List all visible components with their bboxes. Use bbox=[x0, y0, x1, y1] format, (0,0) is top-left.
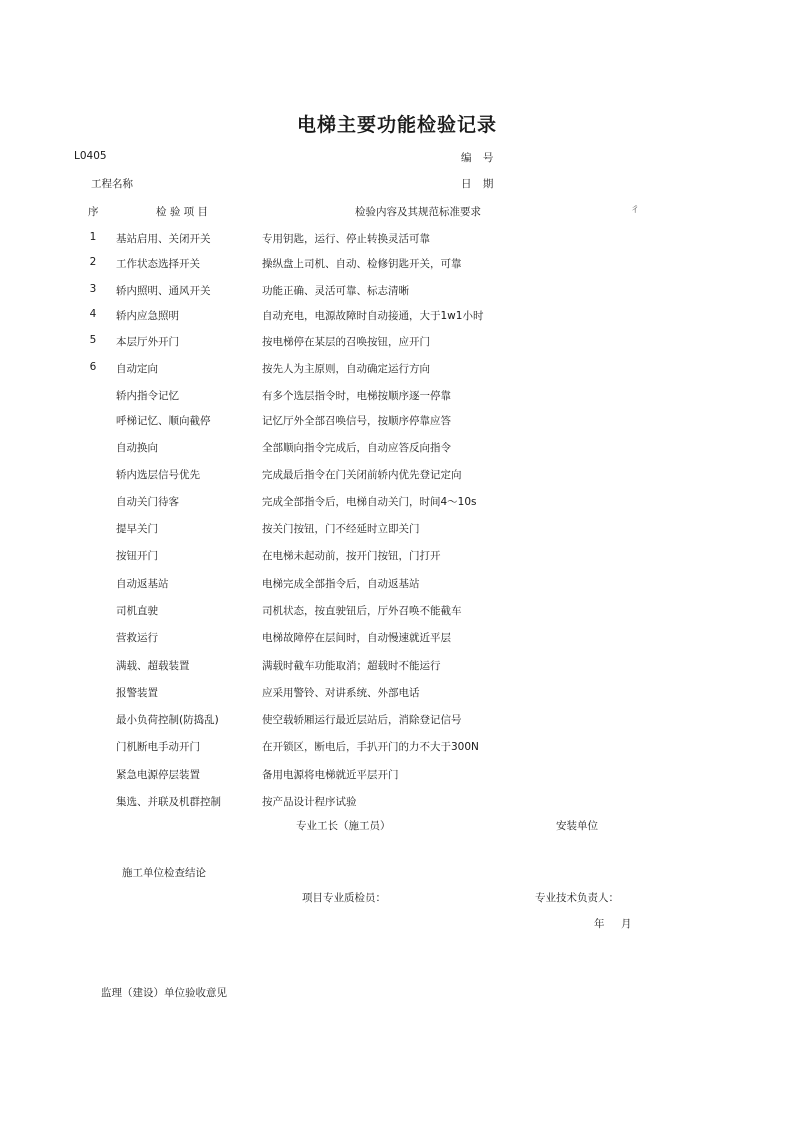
row-requirement: 应采用警铃、对讲系统、外部电话 bbox=[262, 687, 420, 699]
row-item: 基站启用、关闭开关 bbox=[116, 233, 211, 245]
tech-lead-label: 专业技术负责人： bbox=[535, 892, 619, 904]
row-no: 2 bbox=[89, 256, 97, 268]
row-requirement: 功能正确、灵活可靠、标志清晰 bbox=[262, 285, 409, 297]
row-requirement: 电梯故障停在层间时，自动慢速就近平层 bbox=[262, 632, 451, 644]
construction-conclusion-label: 施工单位检查结论 bbox=[122, 867, 206, 879]
row-no: 6 bbox=[89, 361, 97, 373]
row-requirement: 记忆厅外全部召唤信号，按顺序停靠应答 bbox=[262, 415, 451, 427]
year-label: 年 bbox=[594, 918, 605, 930]
row-item: 按钮开门 bbox=[116, 550, 158, 562]
row-item: 营救运行 bbox=[116, 632, 158, 644]
page-title: 电梯主要功能检验记录 bbox=[296, 114, 497, 136]
date-label: 日 期 bbox=[461, 178, 498, 190]
row-requirement: 完成全部指令后，电梯自动关门，时间4～10s bbox=[262, 496, 477, 508]
column-header-no: 序 bbox=[88, 206, 99, 218]
row-requirement: 电梯完成全部指令后，自动返基站 bbox=[262, 578, 420, 590]
row-no: 5 bbox=[89, 334, 97, 346]
row-item: 轿内照明、通风开关 bbox=[116, 285, 211, 297]
row-item: 提早关门 bbox=[116, 523, 158, 535]
row-item: 紧急电源停层装置 bbox=[116, 769, 200, 781]
row-no: 3 bbox=[89, 283, 97, 295]
row-item: 自动定向 bbox=[116, 363, 158, 375]
row-item: 满载、超载装置 bbox=[116, 660, 190, 672]
row-item: 报警装置 bbox=[116, 687, 158, 699]
project-name-label: 工程名称 bbox=[91, 178, 133, 190]
month-label: 月 bbox=[621, 918, 632, 930]
row-requirement: 全部顺向指令完成后，自动应答反向指令 bbox=[262, 442, 451, 454]
row-item: 呼梯记忆、顺向截停 bbox=[116, 415, 211, 427]
install-unit-label: 安装单位 bbox=[556, 820, 598, 832]
column-header-requirement: 检验内容及其规范标准要求 bbox=[355, 206, 481, 218]
row-requirement: 自动充电，电源故障时自动接通，大于1w1小时 bbox=[262, 310, 484, 322]
supervision-opinion-label: 监理（建设）单位验收意见 bbox=[101, 987, 227, 999]
row-no: 1 bbox=[89, 231, 97, 243]
row-item: 工作状态选择开关 bbox=[116, 258, 200, 270]
row-item: 自动返基站 bbox=[116, 578, 169, 590]
row-requirement: 按产品设计程序试验 bbox=[262, 796, 357, 808]
row-item: 本层厅外开门 bbox=[116, 336, 179, 348]
form-code: L0405 bbox=[74, 150, 107, 162]
row-requirement: 按关门按钮，门不经延时立即关门 bbox=[262, 523, 420, 535]
row-requirement: 按先人为主原则，自动确定运行方向 bbox=[262, 363, 430, 375]
row-requirement: 满载时截车功能取消；超载时不能运行 bbox=[262, 660, 441, 672]
row-requirement: 按电梯停在某层的召唤按钮，应开门 bbox=[262, 336, 430, 348]
foreman-label: 专业工长（施工员） bbox=[296, 820, 391, 832]
row-no: 4 bbox=[89, 308, 97, 320]
row-requirement: 有多个选层指令时，电梯按顺序逐一停靠 bbox=[262, 390, 451, 402]
quality-inspector-label: 项目专业质检员： bbox=[302, 892, 386, 904]
row-item: 司机直驶 bbox=[116, 605, 158, 617]
row-requirement: 使空载轿厢运行最近层站后，消除登记信号 bbox=[262, 714, 462, 726]
number-label: 编 号 bbox=[461, 152, 498, 164]
column-header-item: 检 验 项 目 bbox=[156, 206, 209, 218]
row-item: 集选、并联及机群控制 bbox=[116, 796, 221, 808]
row-requirement: 专用钥匙，运行、停止转换灵活可靠 bbox=[262, 233, 430, 245]
row-item: 自动关门待客 bbox=[116, 496, 179, 508]
row-item: 自动换向 bbox=[116, 442, 158, 454]
row-requirement: 操纵盘上司机、自动、检修钥匙开关，可靠 bbox=[262, 258, 462, 270]
row-requirement: 在开锁区，断电后，手扒开门的力不大于300N bbox=[262, 741, 479, 753]
column-header-edge-mark: 彳 bbox=[631, 205, 639, 214]
row-requirement: 完成最后指令在门关闭前轿内优先登记定向 bbox=[262, 469, 462, 481]
row-requirement: 备用电源将电梯就近平层开门 bbox=[262, 769, 399, 781]
row-requirement: 司机状态，按直驶钮后，厅外召唤不能截车 bbox=[262, 605, 462, 617]
row-item: 最小负荷控制(防捣乱) bbox=[116, 714, 219, 726]
row-requirement: 在电梯未起动前，按开门按钮，门打开 bbox=[262, 550, 441, 562]
row-item: 门机断电手动开门 bbox=[116, 741, 200, 753]
row-item: 轿内指令记忆 bbox=[116, 390, 179, 402]
row-item: 轿内应急照明 bbox=[116, 310, 179, 322]
row-item: 轿内选层信号优先 bbox=[116, 469, 200, 481]
